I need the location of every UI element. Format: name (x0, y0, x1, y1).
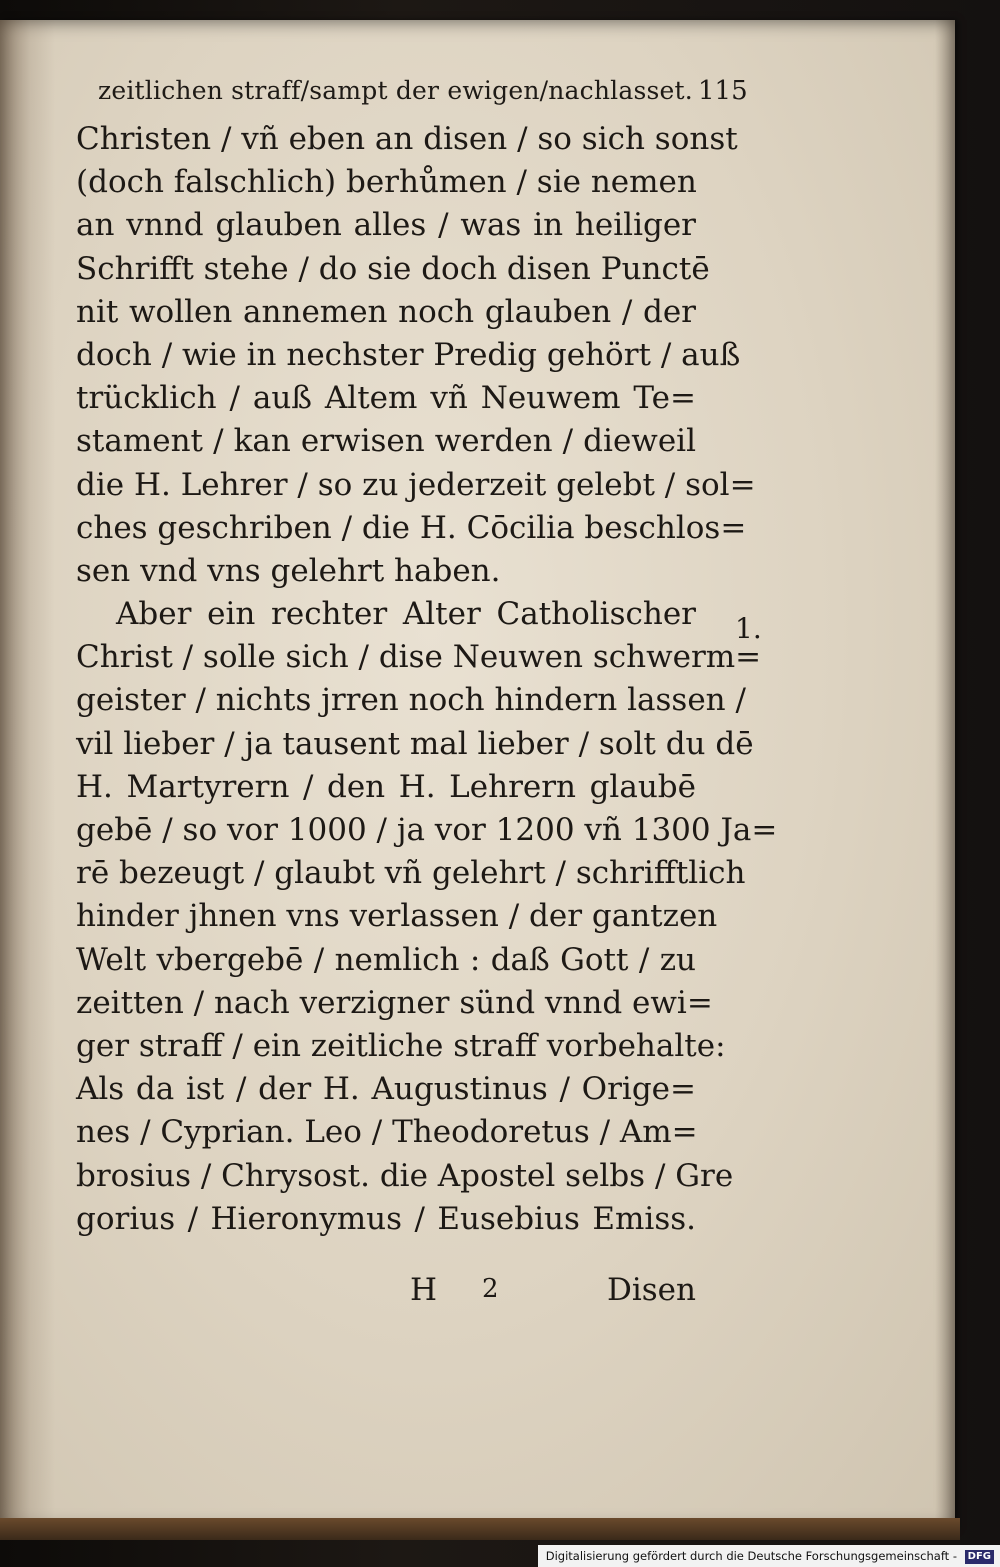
running-head: zeitlichen straff/sampt der ewigen/nachlasset. (98, 76, 693, 105)
text-line: Als da ist / der H. Augustinus / Orige= (76, 1071, 696, 1108)
text-line: Christ / solle sich / dise Neuwen schwerm= (76, 639, 762, 676)
text-line: Christen / vñ eben an disen / so sich sonst (76, 121, 738, 157)
text-line: die H. Lehrer / so zu jederzeit gelebt / sol= (76, 466, 756, 503)
text-line: zeitten / nach verzigner sünd vnnd ewi= (76, 984, 713, 1021)
book-edge (0, 1518, 960, 1540)
text-line: gorius / Hieronymus / Eusebius Emiss. (76, 1200, 696, 1237)
text-line: Schrifft stehe / do sie doch disen Punctē (76, 250, 710, 287)
text-line: an vnnd glauben alles / was in heiliger (76, 207, 696, 244)
text-line: trücklich / auß Altem vñ Neuwem Te= (76, 380, 696, 417)
text-line: Aber ein rechter Alter Catholischer (116, 596, 696, 633)
text-line: (doch falschlich) berhůmen / sie nemen (76, 164, 697, 201)
catchword: Disen (607, 1272, 696, 1308)
text-line: doch / wie in nechster Predig gehört / auß (76, 336, 741, 373)
text-block (76, 118, 778, 1241)
text-line: vil lieber / ja tausent mal lieber / solt du dē (76, 725, 754, 762)
text-line: nes / Cyprian. Leo / Theodoretus / Am= (76, 1114, 698, 1151)
text-line: rē bezeugt / glaubt vñ gelehrt / schrifftlich (76, 855, 746, 892)
text-line: ches geschriben / die H. Cōcilia beschlos= (76, 509, 747, 546)
digitization-credit (538, 1545, 1000, 1567)
margin-note: 1. (735, 612, 762, 645)
text-line: H. Martyrern / den H. Lehrern glaubē (76, 768, 696, 805)
signature-mark: H (410, 1272, 438, 1308)
text-line: hinder jhnen vns verlassen / der gantzen (76, 898, 718, 935)
credit-text: Digitalisierung gefördert durch die Deutsche Forschungsgemeinschaft - (545, 1549, 957, 1563)
text-line: stament / kan erwisen werden / dieweil (76, 423, 696, 460)
signature-number: 2 (482, 1274, 499, 1304)
text-line: brosius / Chrysost. die Apostel selbs / Gre (76, 1157, 734, 1194)
text-line: nit wollen annemen noch glauben / der (76, 293, 696, 330)
text-line: Welt vbergebē / nemlich : daß Gott / zu (76, 941, 696, 978)
page-number: 115 (698, 76, 748, 106)
text-line: geister / nichts jrren noch hindern lassen / (76, 682, 746, 719)
signature-line (410, 1272, 696, 1316)
text-line: gebē / so vor 1000 / ja vor 1200 vñ 1300 Ja= (76, 812, 778, 848)
text-line: ger straff / ein zeitliche straff vorbehalte: (76, 1027, 726, 1064)
text-line: sen vnd vns gelehrt haben. (76, 552, 501, 589)
dfg-logo: DFG (965, 1550, 994, 1564)
